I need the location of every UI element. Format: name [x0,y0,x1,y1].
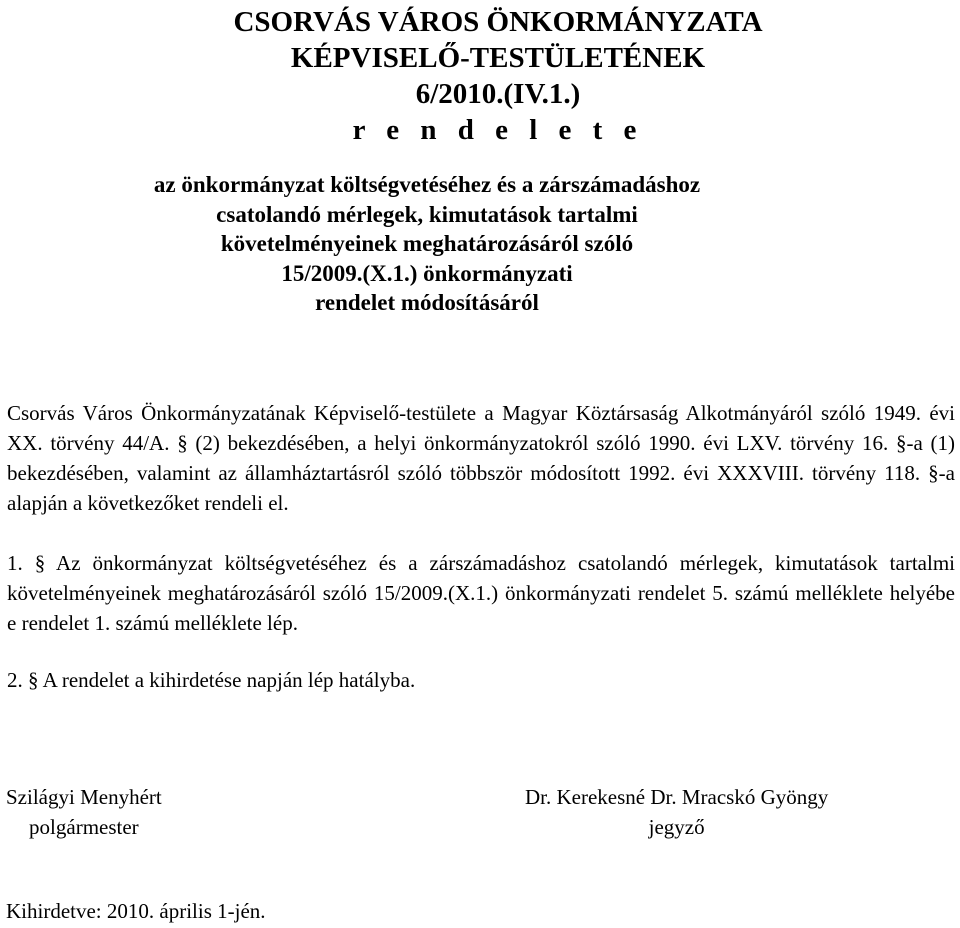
subtitle-line-1: az önkormányzat költségvetéséhez és a zárszámadáshoz [153,172,701,197]
publication-date: Kihirdetve: 2010. április 1-jén. [6,899,266,923]
preamble-paragraph: Csorvás Város Önkormányzatának Képviselő-testülete a Magyar Köztársaság Alkotmányáról szóló 1949. évi XX. törvény 44/A. § (2) bekezdésében, a helyi önkormányzatokról szóló 1990. évi LXV. törvény 16. §-a (1) bekezdésében, valamint az államháztartásról szóló többször módosított 1992. évi XXXVIII. törvény 118. §-a alapján a következőket rendeli el. [7,401,955,515]
title-line-number: 6/2010.(IV.1.) [415,78,581,110]
notary-signature-block [525,782,828,842]
title-line-issuer: CSORVÁS VÁROS ÖNKORMÁNYZATA [233,6,763,38]
notary-name: Dr. Kerekesné Dr. Mracskó Gyöngy [525,785,829,809]
notary-title: jegyző [648,815,705,839]
subtitle-line-3: követelményeinek meghatározásáról szóló [220,231,634,256]
document-title [0,4,960,148]
section-1-paragraph: 1. § Az önkormányzat költségvetéséhez és a zárszámadáshoz csatolandó mérlegek, kimutatások tartalmi követelményeinek meghatározásáról szóló 15/2009.(X.1.) önkormányzati rendelet 5. számú melléklete helyébe e rendelet 1. számú melléklete lép. [7,551,955,635]
subtitle-line-4: 15/2009.(X.1.) önkormányzati [281,260,573,286]
mayor-title: polgármester [29,815,139,839]
document-subtitle [120,170,734,318]
subtitle-line-5: rendelet módosításáról [315,290,539,315]
title-line-body: KÉPVISELŐ-TESTÜLETÉNEK [290,42,706,74]
mayor-signature-block [6,782,162,842]
subtitle-line-2: csatolandó mérlegek, kimutatások tartalmi [216,201,638,227]
section-2-paragraph: 2. § A rendelet a kihirdetése napján lép hatályba. [7,668,416,692]
mayor-name: Szilágyi Menyhért [6,785,162,809]
title-line-type: r e n d e l e t e [352,114,644,146]
